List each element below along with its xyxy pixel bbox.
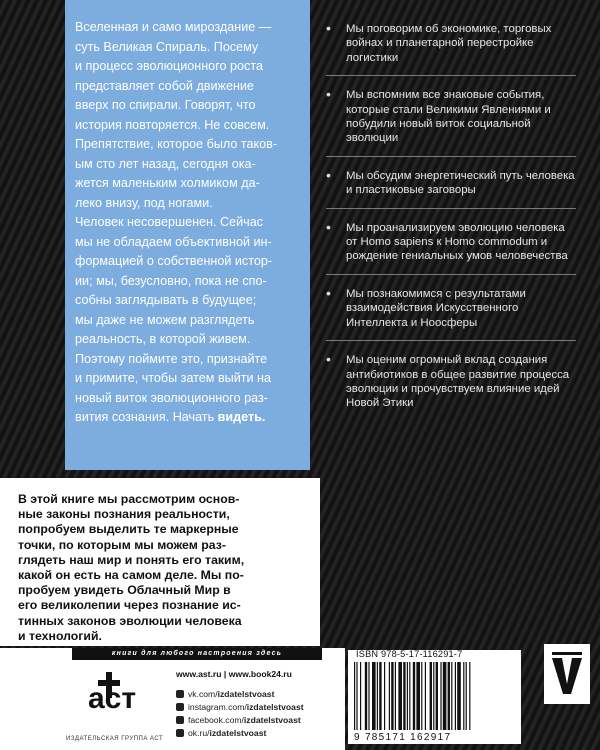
feature-text: Мы поговорим об экономике, торговых войнах и планетарной перестройке логистики bbox=[346, 23, 552, 64]
intro-line: представляет собой движение bbox=[75, 78, 254, 93]
summary-panel bbox=[0, 478, 320, 646]
summary-line: его великолепии через познание ис- bbox=[18, 598, 241, 613]
social-link[interactable] bbox=[176, 714, 304, 726]
summary-line: пробуем увидеть Облачный Мир в bbox=[18, 583, 231, 598]
feature-item bbox=[326, 218, 576, 264]
intro-line: формацией о собственной истор- bbox=[75, 254, 273, 268]
intro-line: вверх по спирали. Говорят, что bbox=[75, 98, 256, 112]
intro-line: суть Великая Спираль. Посему bbox=[75, 39, 259, 54]
bullet-icon: • bbox=[326, 86, 331, 103]
publisher-tagline: книги для любого настроения здесь bbox=[72, 648, 322, 660]
intro-line: Человек несовершенен. Сейчас bbox=[75, 215, 264, 229]
intro-line: Вселенная и само мироздание — bbox=[75, 20, 272, 34]
intro-line: ым сто лет назад, сегодня ока- bbox=[75, 156, 256, 171]
social-link-prefix: facebook.com/ bbox=[188, 715, 244, 725]
intro-line: реальность, в которой живем. bbox=[75, 332, 251, 346]
bullet-icon: • bbox=[326, 20, 331, 36]
bullet-icon: • bbox=[326, 166, 331, 183]
feature-text: Мы познакомимся с результатами взаимодействия Искусственного Интеллекта и Ноосферы bbox=[346, 287, 526, 329]
intro-line: Препятствие, которое было таков- bbox=[75, 137, 278, 151]
social-link-handle: izdatelstvoast bbox=[217, 689, 275, 699]
intro-line: жется маленьким холмиком да- bbox=[75, 176, 260, 190]
feature-item bbox=[326, 22, 576, 65]
publisher-caption: ИЗДАТЕЛЬСКАЯ ГРУППА АСТ bbox=[66, 736, 164, 742]
intro-line: собны заглядывать в будущее; bbox=[75, 293, 257, 307]
intro-line: мы не обладаем объективной ин- bbox=[75, 234, 272, 249]
intro-emphasis: видеть. bbox=[217, 410, 266, 424]
intro-line: Поэтому поймите это, признайте bbox=[75, 351, 268, 366]
bullet-icon: • bbox=[326, 284, 331, 301]
social-links bbox=[176, 688, 304, 740]
summary-line: ные законы познания реальности, bbox=[18, 507, 230, 522]
summary-line: попробуем выделить те маркерные bbox=[18, 522, 239, 537]
feature-item bbox=[326, 353, 576, 411]
facebook-icon bbox=[176, 716, 184, 724]
barcode-icon bbox=[352, 662, 518, 732]
feature-list bbox=[326, 22, 576, 411]
summary-text bbox=[18, 492, 303, 644]
summary-line: тинных законов эволюции человека bbox=[18, 613, 242, 628]
feature-separator bbox=[326, 340, 576, 341]
vk-icon bbox=[176, 690, 184, 698]
summary-line: В этой книге мы рассмотрим основ- bbox=[18, 492, 240, 506]
bullet-icon: • bbox=[326, 218, 331, 235]
isbn-label: ISBN 978-5-17-116291-7 bbox=[356, 649, 463, 659]
intro-line: и процесс эволюционного роста bbox=[75, 59, 263, 73]
feature-separator bbox=[326, 75, 576, 76]
publisher-urls[interactable]: www.ast.ru | www.book24.ru bbox=[176, 669, 292, 679]
social-link-handle: izdatelstvoast bbox=[209, 728, 267, 738]
social-link-handle: izdatelstvoast bbox=[246, 702, 304, 712]
feature-text: Мы проанализируем эволюцию человека от Homo sapiens к Homo commodum и рождение гениальных умов человечества bbox=[346, 221, 568, 263]
summary-line: глядеть наш мир и понять его таким, bbox=[18, 552, 245, 567]
barcode-block bbox=[348, 650, 521, 744]
instagram-icon bbox=[176, 703, 184, 711]
feature-text: Мы обсудим энергетический путь человека и пластиковые заговоры bbox=[346, 169, 575, 197]
feature-separator bbox=[326, 274, 576, 275]
intro-text bbox=[75, 18, 301, 428]
feature-separator bbox=[326, 156, 576, 157]
feature-text: Мы оценим огромный вклад создания антибиотиков в общее развитие процесса эволюции и прочувствуем влияние идей Новой Этики bbox=[346, 354, 570, 410]
intro-line: новый виток эволюционного раз- bbox=[75, 390, 268, 405]
social-link-prefix: ok.ru/ bbox=[188, 728, 210, 738]
barcode-digits: 9 785171 162917 bbox=[354, 732, 452, 743]
feature-text: Мы вспомним все знаковые события, которые стали Великими Явлениями и побудили новый виток социальной эволюции bbox=[346, 89, 551, 145]
feature-separator bbox=[326, 208, 576, 209]
summary-line: и технологий. bbox=[18, 628, 102, 643]
bullet-icon: • bbox=[326, 351, 331, 368]
social-link-prefix: instagram.com/ bbox=[188, 702, 247, 712]
feature-item bbox=[326, 284, 576, 330]
social-link[interactable] bbox=[176, 701, 304, 713]
social-link[interactable] bbox=[176, 727, 304, 739]
social-link[interactable] bbox=[176, 688, 304, 700]
v-emblem-icon bbox=[544, 644, 590, 704]
logo-text: аст bbox=[88, 682, 137, 715]
intro-line: и примите, чтобы затем выйти на bbox=[75, 371, 271, 385]
feature-item bbox=[326, 166, 576, 198]
intro-line: мы даже не можем разглядеть bbox=[75, 312, 255, 327]
social-link-handle: izdatelstvoast bbox=[243, 715, 301, 725]
ok-icon bbox=[176, 729, 184, 737]
feature-item bbox=[326, 88, 576, 146]
social-link-prefix: vk.com/ bbox=[188, 689, 218, 699]
intro-line: вития сознания. Начать bbox=[75, 410, 215, 424]
intro-line: леко внизу, под ногами. bbox=[75, 195, 213, 210]
intro-line: история повторяется. Не совсем. bbox=[75, 117, 270, 132]
summary-line: точки, по которым мы можем раз- bbox=[18, 537, 226, 552]
summary-line: какой он есть на самом деле. Мы по- bbox=[18, 568, 244, 583]
publisher-block bbox=[0, 648, 345, 750]
intro-line: ии; мы, безусловно, пока не спо- bbox=[75, 273, 267, 288]
ast-logo bbox=[78, 668, 137, 730]
